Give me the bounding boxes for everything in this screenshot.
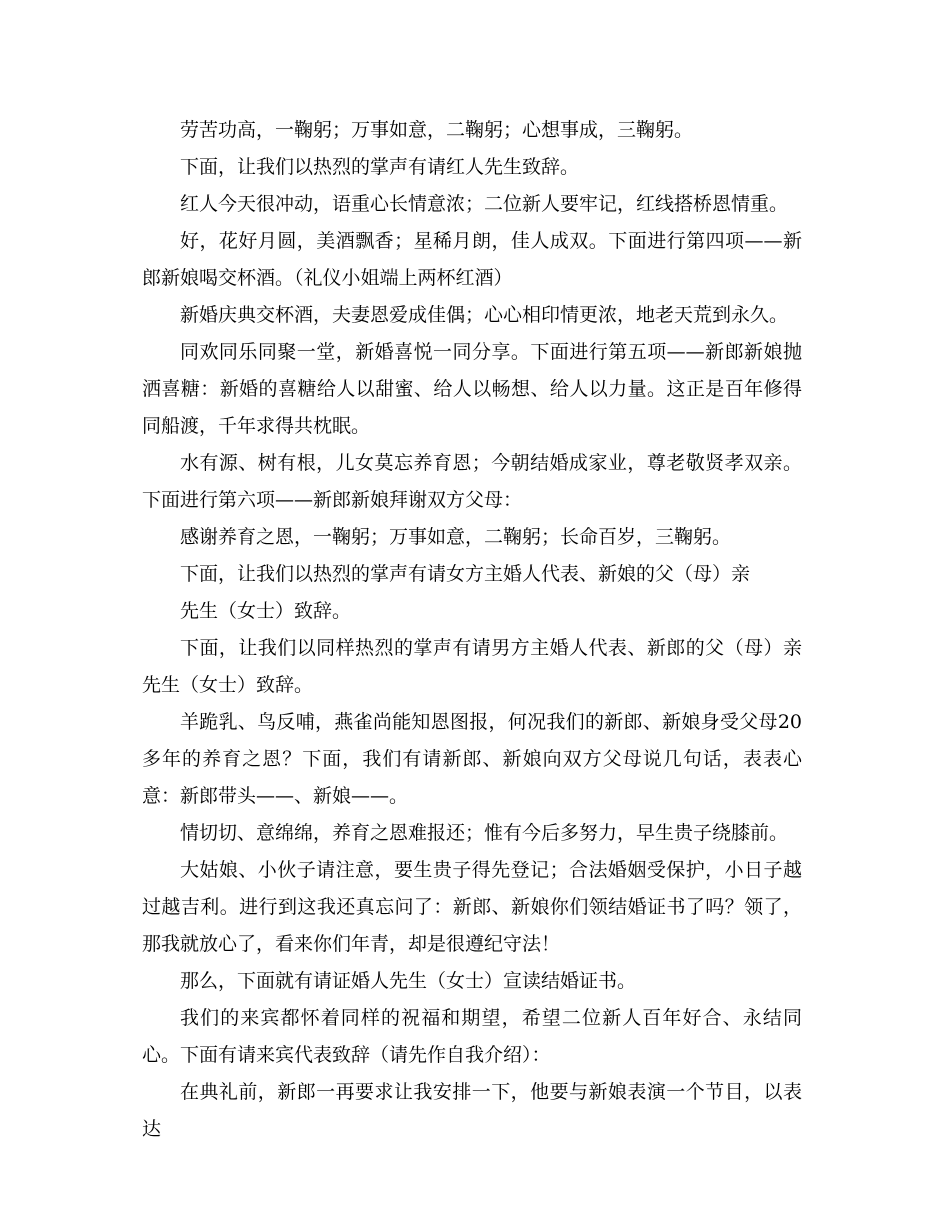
paragraph-9: 下面，让我们以热烈的掌声有请女方主婚人代表、新娘的父（母）亲 — [180, 563, 751, 585]
paragraph-11: 下面，让我们以同样热烈的掌声有请男方主婚人代表、新郎的父（母）亲先生（女士）致辞。 — [142, 637, 802, 696]
paragraph-13: 情切切、意绵绵，养育之恩难报还；惟有今后多努力，早生贵子绕膝前。 — [180, 822, 789, 844]
paragraph-10: 先生（女士）致辞。 — [180, 600, 352, 622]
paragraph-7: 水有源、树有根，儿女莫忘养育恩；今朝结婚成家业，尊老敬贤孝双亲。下面进行第六项——新郎新娘拜谢双方父母： — [142, 452, 802, 511]
paragraph-12: 羊跪乳、鸟反哺，燕雀尚能知恩图报，何况我们的新郎、新娘身受父母20多年的养育之恩？下面，我们有请新郎、新娘向双方父母说几句话，表表心意：新郎带头——、新娘——。 — [142, 711, 802, 807]
paragraph-1: 劳苦功高，一鞠躬；万事如意，二鞠躬；心想事成，三鞠躬。 — [180, 119, 694, 141]
paragraph-3: 红人今天很冲动，语重心长情意浓；二位新人要牢记，红线搭桥恩情重。 — [180, 193, 789, 215]
paragraph-15: 那么，下面就有请证婚人先生（女士）宣读结婚证书。 — [180, 970, 637, 992]
paragraph-2: 下面，让我们以热烈的掌声有请红人先生致辞。 — [180, 156, 580, 178]
paragraph-17: 在典礼前，新郎一再要求让我安排一下，他要与新娘表演一个节目，以表达 — [142, 1081, 802, 1140]
paragraph-14: 大姑娘、小伙子请注意，要生贵子得先登记；合法婚姻受保护，小日子越过越吉利。进行到这我还真忘问了：新郎、新娘你们领结婚证书了吗？领了，那我就放心了，看来你们年青，却是很遵纪守法！ — [142, 859, 802, 955]
paragraph-6: 同欢同乐同聚一堂，新婚喜悦一同分享。下面进行第五项——新郎新娘抛洒喜糖：新婚的喜糖给人以甜蜜、给人以畅想、给人以力量。这正是百年修得同船渡，千年求得共枕眠。 — [142, 341, 802, 437]
paragraph-5: 新婚庆典交杯酒，夫妻恩爱成佳偶；心心相印情更浓，地老天荒到永久。 — [180, 304, 789, 326]
paragraph-4: 好，花好月圆，美酒飘香；星稀月朗，佳人成双。下面进行第四项——新郎新娘喝交杯酒。（礼仪小姐端上两杯红酒） — [142, 230, 802, 289]
paragraph-8: 感谢养育之恩，一鞠躬；万事如意，二鞠躬；长命百岁，三鞠躬。 — [180, 526, 732, 548]
paragraph-16: 我们的来宾都怀着同样的祝福和期望，希望二位新人百年好合、永结同心。下面有请来宾代表致辞（请先作自我介绍）： — [142, 1007, 802, 1066]
